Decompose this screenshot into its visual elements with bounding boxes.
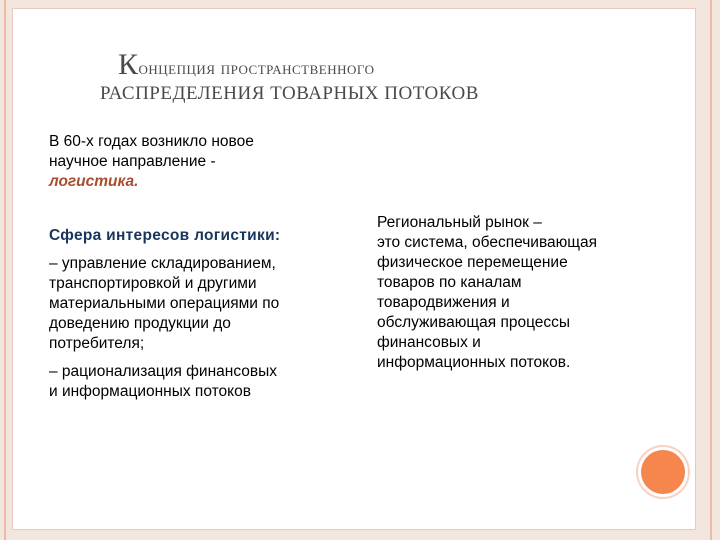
decorative-left-rule	[4, 0, 6, 540]
left-text-column	[49, 132, 339, 402]
bullet-line: транспортировкой и другими	[49, 275, 257, 292]
bullet-line: – управление складированием,	[49, 255, 276, 272]
decorative-right-rule	[710, 0, 712, 540]
title-initial-letter: К	[118, 48, 139, 81]
title-line-1	[118, 48, 374, 82]
bullet-line: материальными операциями по	[49, 295, 280, 312]
bullet-line: – рационализация финансовых	[49, 363, 277, 380]
definition-line: Региональный рынок –	[377, 214, 542, 231]
bullet-rationalization	[49, 362, 339, 402]
definition-line: физическое перемещение	[377, 254, 568, 271]
definition-line: товародвижения и	[377, 294, 510, 311]
logistics-term: логистика.	[49, 173, 139, 190]
regional-market-definition	[377, 213, 657, 373]
intro-paragraph	[49, 132, 339, 192]
bullet-warehousing	[49, 254, 339, 354]
intro-line: В 60-х годах возникло новое	[49, 133, 254, 150]
definition-line: обслуживающая процессы	[377, 314, 571, 331]
right-text-column	[377, 213, 657, 373]
intro-line: научное направление -	[49, 153, 216, 170]
sphere-heading: Сфера интересов логистики:	[49, 227, 281, 244]
bullet-line: и информационных потоков	[49, 383, 251, 400]
definition-line: финансовых и	[377, 334, 481, 351]
title-line-2: РАСПРЕДЕЛЕНИЯ ТОВАРНЫХ ПОТОКОВ	[100, 83, 479, 104]
bullet-line: потребителя;	[49, 335, 145, 352]
definition-line: товаров по каналам	[377, 274, 522, 291]
bullet-line: доведению продукции до	[49, 315, 231, 332]
definition-line: это система, обеспечивающая	[377, 234, 598, 251]
title-line-1-rest: онцепция пространственного	[138, 58, 375, 79]
definition-line: информационных потоков.	[377, 354, 571, 371]
decorative-orange-circle	[641, 450, 685, 494]
